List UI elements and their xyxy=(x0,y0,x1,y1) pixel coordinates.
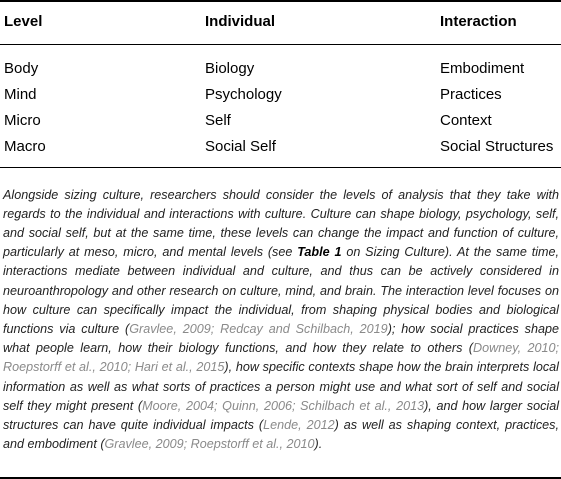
table-cell: Self xyxy=(205,112,231,129)
citation-link[interactable]: Gravlee, 2009; Redcay and Schilbach, 2019 xyxy=(129,322,388,337)
citation-link[interactable]: Moore, 2004; Quinn, 2006; Schilbach et al., 2013 xyxy=(142,398,425,413)
header-interaction: Interaction xyxy=(440,13,517,30)
footnote-text: on Sizing Culture). At the same time, interactions mediate between individual and culture, and thus can be actively considered in neuroanthropology and other research on culture, mind, and brain. The interaction level focuses on how culture can specifically impact the individual, from shaping physical bodies and biological functions via culture ( xyxy=(3,245,559,337)
citation-link[interactable]: Lende, 2012 xyxy=(263,418,335,433)
footnote-text: ), how specific contexts shape how the brain interprets local information as well as what sorts of practices a person might use and what sort of self and social self they might present ( xyxy=(3,360,559,413)
table-cell: Context xyxy=(440,112,492,129)
citation-link[interactable]: Downey, 2010; Roepstorff et al., 2010; Hari et al., 2015 xyxy=(3,341,560,375)
header-rule xyxy=(0,44,561,45)
table-cell: Macro xyxy=(4,138,46,155)
table-cell: Embodiment xyxy=(440,60,525,77)
table-cell: Micro xyxy=(4,112,41,129)
table-footnote xyxy=(3,186,559,455)
header-level: Level xyxy=(4,13,43,30)
table-cell: Mind xyxy=(4,86,37,103)
footnote-text: ). xyxy=(314,437,323,452)
table-top-rule xyxy=(0,0,561,2)
citation-link[interactable]: Gravlee, 2009; Roepstorff et al., 2010 xyxy=(104,437,315,452)
table-body-rule xyxy=(0,167,561,168)
footnote-text: Alongside sizing culture, researchers should consider the levels of analysis that they take with regards to the individual and interactions with culture. Culture can shape biology, psychology, self, and social self, but at the same time, these levels can change the impact and function of culture, particularly at meso, micro, and mental levels (see xyxy=(3,187,559,260)
table-cell: Social Structures xyxy=(440,138,554,155)
footnote-text: ); how social practices shape what people learn, how their biology functions, and how they relate to others ( xyxy=(3,322,559,356)
table-cell: Practices xyxy=(440,86,502,103)
table-cell: Biology xyxy=(205,60,255,77)
footnote-text: ), and how larger social structures can have quite individual impacts ( xyxy=(3,398,559,433)
table-reference-link[interactable]: Table 1 xyxy=(297,245,342,260)
table-cell: Body xyxy=(4,60,39,77)
footnote-text: ) as well as shaping context, practices, and embodiment ( xyxy=(3,418,559,452)
table-cell: Psychology xyxy=(205,86,282,103)
header-individual: Individual xyxy=(205,13,276,30)
table-cell: Social Self xyxy=(205,138,276,155)
